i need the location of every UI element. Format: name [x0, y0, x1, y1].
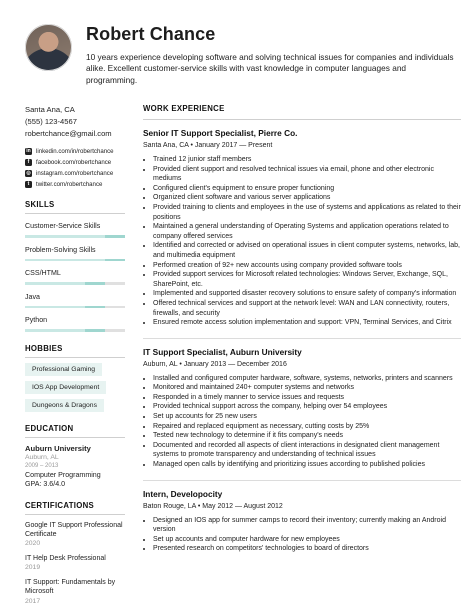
job-bullet: • Identified and corrected or advised on operational issues in client computer systems, networks, lab, and multimedia equipment — [153, 241, 461, 260]
job-bullet: • Repaired and replaced equipment as necessary, cutting costs by 25% — [153, 422, 461, 432]
social-link-text: facebook.com/robertchance — [36, 159, 112, 166]
job-bullet: • Performed creation of 92+ new accounts using company provided software tools — [153, 261, 461, 271]
job-bullet: • Maintained a general understanding of Operating Systems and application operations related to company offered services — [153, 222, 461, 241]
skill-name: Customer-Service Skills — [25, 222, 101, 230]
skills-heading: SKILLS — [25, 200, 125, 214]
education-school: Auburn University — [25, 443, 91, 453]
job-bullet: • Ensured remote access solution implementation and support: VPN, Terminal Services, and Citrix — [153, 318, 461, 328]
job-entry — [143, 339, 461, 481]
social-link-instagram[interactable] — [25, 168, 125, 179]
job-title: Senior IT Support Specialist, Pierre Co. — [143, 128, 298, 138]
social-link-text: linkedin.com/in/robertchance — [36, 148, 114, 155]
skill-name: CSS/HTML — [25, 269, 61, 277]
skill-level-segment — [105, 235, 125, 238]
job-bullet: • Presented research on competitors' technologies to board of directors — [153, 544, 461, 554]
job-entry — [143, 120, 461, 339]
skill-name: Java — [25, 292, 40, 301]
skill-item — [25, 222, 125, 238]
job-bullet: • Documented and recorded all aspects of client interactions in designated client management systems to promote transparency and understanding of technical issues — [153, 441, 461, 460]
education-degree: Computer Programming — [25, 470, 101, 479]
profile-summary: 10 years experience developing software and solving technical issues for companies and individuals alike. Excellent customer-service skills with vast knowledge in computer languages and programming. — [86, 52, 454, 85]
certification-year: 2020 — [25, 539, 41, 547]
right-column — [143, 104, 461, 564]
job-bullets — [143, 374, 461, 470]
social-link-text: twitter.com/robertchance — [36, 181, 103, 188]
social-link-text: instagram.com/robertchance — [36, 170, 114, 177]
job-bullet: • Trained 12 junior staff members — [153, 155, 461, 165]
linkedin-icon: in — [26, 148, 31, 154]
hobbies-section — [25, 344, 125, 412]
skill-item — [25, 269, 125, 285]
job-meta: Baton Rouge, LA • May 2012 — August 2012 — [143, 502, 283, 510]
education-heading: EDUCATION — [25, 424, 125, 438]
job-title: Intern, Developocity — [143, 488, 223, 499]
job-bullet: • Tested new technology to determine if it fits company's needs — [153, 431, 461, 441]
certification-year: 2017 — [25, 597, 41, 605]
skills-section — [25, 200, 125, 332]
job-bullet: • Provided support services for Microsoft related technologies: Windows Server, Exchange, SQL, SharePoint, etc. — [153, 270, 461, 289]
certification-year: 2019 — [25, 564, 41, 572]
skill-level-segment — [105, 259, 125, 262]
skill-item — [25, 293, 125, 309]
job-bullet: • Monitored and maintained 240+ computer systems and networks — [153, 383, 461, 393]
skill-level-bar — [25, 306, 125, 309]
job-bullet: • Designed an IOS app for summer camps to record their inventory; currently making an Android version — [153, 516, 461, 535]
job-bullet: • Offered technical services and support at the network level: WAN and LAN connectivity, routers, firewalls, and security — [153, 299, 461, 318]
job-entry — [143, 481, 461, 564]
education-gpa: GPA: 3.6/4.0 — [25, 480, 66, 488]
facebook-icon: f — [25, 159, 32, 166]
job-bullet: • Organized client software and various server applications — [153, 193, 461, 203]
certification-name: IT Help Desk Professional — [25, 554, 106, 562]
job-meta: Santa Ana, CA • January 2017 — Present — [143, 142, 273, 149]
education-location: Auburn, AL — [25, 453, 59, 461]
certification-item — [25, 521, 125, 548]
certifications-heading: CERTIFICATIONS — [25, 501, 125, 515]
candidate-name: Robert Chance — [86, 24, 216, 44]
skill-item — [25, 246, 125, 262]
job-bullet: • Configured client's equipment to ensure proper functioning — [153, 184, 461, 194]
social-link-facebook[interactable] — [25, 157, 125, 168]
skill-level-bar — [25, 259, 125, 262]
skill-level-segment — [85, 306, 105, 309]
certification-item — [25, 554, 125, 572]
job-bullet: • Implemented and supported disaster recovery solutions to ensure safety of company's information — [153, 289, 461, 299]
contact-location: Santa Ana, CA — [25, 105, 75, 114]
skill-level-segment — [85, 329, 105, 332]
hobby-tag: IOS App Development — [25, 381, 106, 394]
job-title: IT Support Specialist, Auburn University — [143, 346, 302, 357]
education-section — [25, 424, 125, 490]
job-bullet: • Set up accounts and computer hardware for new employees — [153, 535, 461, 545]
job-bullet: • Set up accounts for 25 new users — [153, 412, 461, 422]
education-years: 2009 – 2013 — [25, 462, 59, 469]
skill-name: Python — [25, 316, 48, 324]
job-meta: Auburn, AL • January 2013 — December 2016 — [143, 360, 287, 368]
twitter-icon: t — [25, 181, 32, 188]
skill-level-bar — [25, 282, 125, 285]
job-bullets — [143, 516, 461, 554]
job-bullets — [143, 155, 461, 328]
job-bullet: • Provided technical support across the company, helping over 54 employees — [153, 402, 461, 412]
skill-item — [25, 316, 125, 332]
profile-photo — [25, 24, 72, 71]
certification-name: IT Support: Fundamentals by Microsoft — [25, 579, 116, 596]
hobbies-heading: HOBBIES — [25, 344, 125, 358]
certifications-section — [25, 501, 125, 606]
job-bullet: • Managed open calls by identifying and prioritizing issues according to published policies — [153, 460, 461, 470]
skill-level-bar — [25, 235, 125, 238]
certification-name: Google IT Support Professional Certificate — [25, 521, 123, 538]
social-links — [25, 146, 125, 190]
contact-phone: (555) 123-4567 — [25, 117, 77, 126]
certification-item — [25, 578, 125, 605]
work-experience-heading: WORK EXPERIENCE — [143, 104, 461, 120]
social-link-linkedin[interactable] — [25, 146, 125, 157]
contact-email[interactable]: robertchance@gmail.com — [25, 129, 112, 138]
job-bullet: • Installed and configured computer hardware, software, systems, networks, printers and scanners — [153, 374, 461, 384]
skill-level-segment — [85, 282, 105, 285]
left-column — [25, 104, 125, 606]
job-bullet: • Responded in a timely manner to service issues and requests — [153, 393, 461, 403]
job-bullet: • Provided training to clients and employees in the use of systems and applications as related to their positions — [153, 203, 461, 222]
social-link-twitter[interactable] — [25, 179, 125, 190]
hobby-tag: Dungeons & Dragons — [25, 399, 104, 412]
instagram-icon: ◎ — [26, 170, 31, 176]
job-bullet: • Provided client support and resolved technical issues via email, phone and other electronic mediums — [153, 165, 461, 184]
hobby-tag: Professional Gaming — [25, 363, 102, 376]
skill-level-bar — [25, 329, 125, 332]
skill-name: Problem-Solving Skills — [25, 245, 96, 254]
